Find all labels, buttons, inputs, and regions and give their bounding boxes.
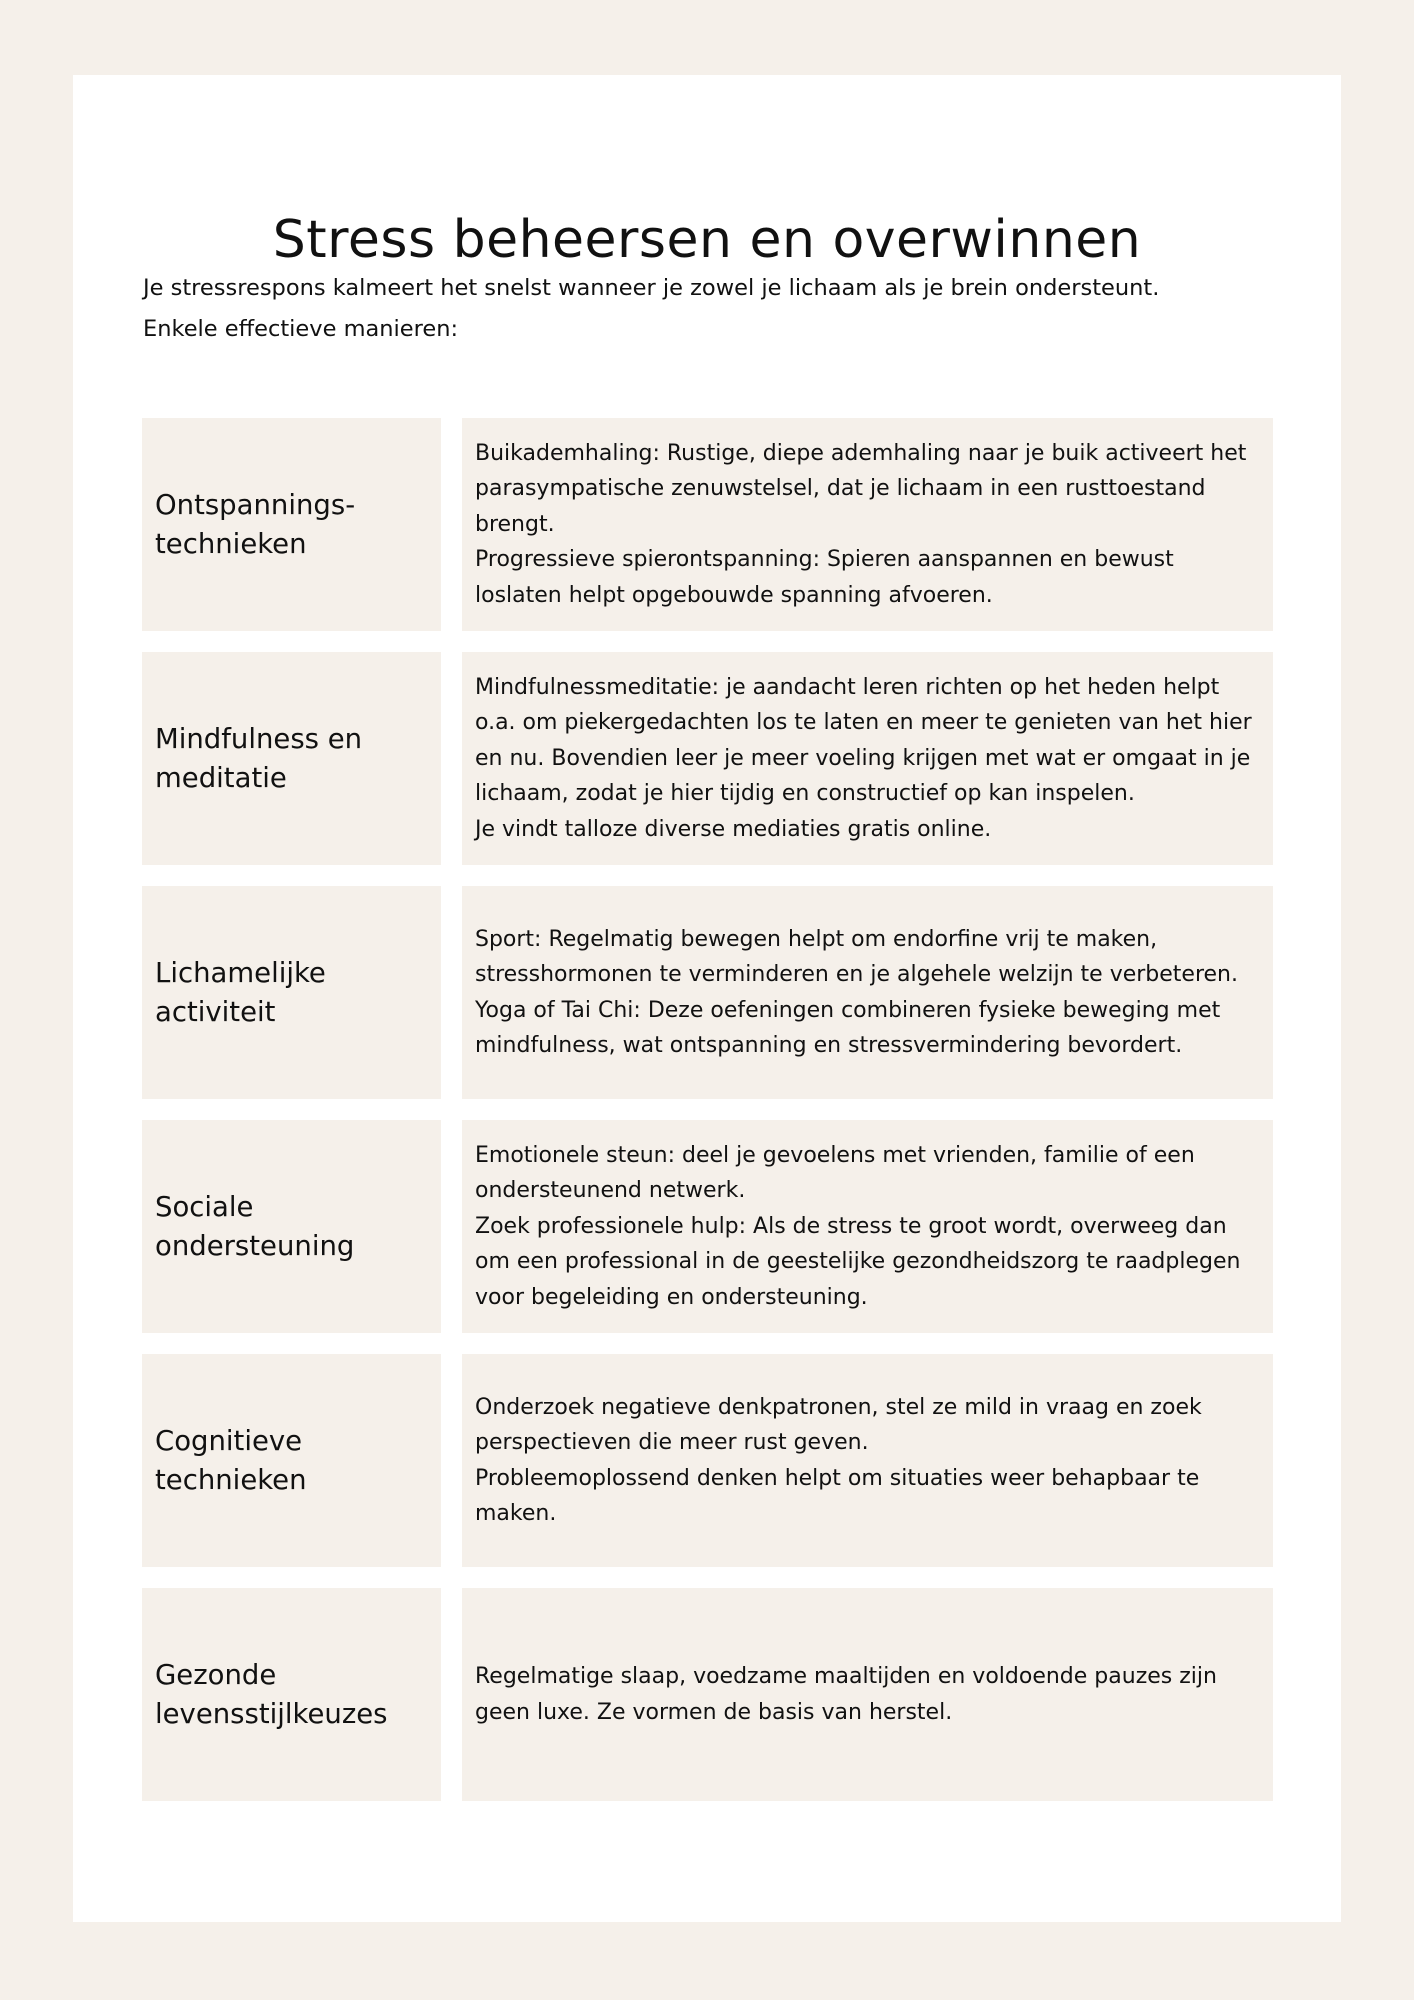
content-line: perspectieven die meer rust geven. bbox=[475, 1430, 869, 1455]
row-label-line: Ontspannings- bbox=[155, 488, 356, 521]
row-label-line: levensstijlkeuzes bbox=[155, 1697, 388, 1730]
table-row-social-support bbox=[142, 1120, 1273, 1333]
content-line: o.a. om piekergedachten los te laten en meer te genieten van het hier bbox=[475, 710, 1252, 736]
row-label bbox=[142, 652, 441, 865]
content-line: voor begeleiding en ondersteuning. bbox=[475, 1284, 868, 1310]
content-line: mindfulness, wat ontspanning en stressvermindering bevordert. bbox=[475, 1033, 1183, 1058]
row-label bbox=[142, 1354, 441, 1567]
content-line: brengt. bbox=[475, 511, 555, 537]
row-content bbox=[462, 418, 1273, 631]
row-label-line: ondersteuning bbox=[155, 1229, 355, 1262]
content-line: parasympatische zenuwstelsel, dat je lichaam in een rusttoestand bbox=[475, 476, 1206, 502]
row-label-line: Gezonde bbox=[155, 1658, 277, 1691]
table-row-physical-activity bbox=[142, 886, 1273, 1099]
row-content bbox=[462, 886, 1273, 1099]
content-line: Regelmatige slaap, voedzame maaltijden en voldoende pauzes zijn bbox=[475, 1664, 1217, 1689]
row-label bbox=[142, 886, 441, 1099]
page-title: Stress beheersen en overwinnen bbox=[272, 210, 1142, 270]
content-line: Probleemoplossend denken helpt om situaties weer behapbaar te bbox=[475, 1465, 1200, 1491]
table-row-lifestyle bbox=[142, 1588, 1273, 1801]
intro-paragraph bbox=[143, 268, 1273, 350]
row-label-line: Sociale bbox=[155, 1190, 254, 1223]
row-label bbox=[142, 1588, 441, 1801]
row-content bbox=[462, 1588, 1273, 1801]
content-line: Zoek professionele hulp: Als de stress te groot wordt, overweeg dan bbox=[475, 1213, 1227, 1239]
intro-line: Je stressrespons kalmeert het snelst wanneer je zowel je lichaam als je brein ondersteunt. bbox=[143, 275, 1160, 301]
content-line: loslaten helpt opgebouwde spanning afvoeren. bbox=[475, 582, 993, 608]
content-line: maken. bbox=[475, 1501, 557, 1526]
content-line: Sport: Regelmatig bewegen helpt om endorfine vrij te maken, bbox=[475, 926, 1158, 952]
table-row-relaxation bbox=[142, 418, 1273, 631]
content-line: lichaam, zodat je hier tijdig en constructief op kan inspelen. bbox=[475, 781, 1135, 807]
content-line: Je vindt talloze diverse mediaties gratis online. bbox=[475, 816, 992, 842]
table-row-cognitive bbox=[142, 1354, 1273, 1567]
row-label-line: Mindfulness en bbox=[155, 722, 363, 755]
row-content bbox=[462, 1120, 1273, 1333]
table-row-mindfulness bbox=[142, 652, 1273, 865]
row-label-line: activiteit bbox=[155, 995, 276, 1028]
row-label-line: technieken bbox=[155, 527, 307, 560]
content-line: om een professional in de geestelijke gezondheidszorg te raadplegen bbox=[475, 1249, 1241, 1275]
content-line: Emotionele steun: deel je gevoelens met vrienden, familie of een bbox=[475, 1142, 1195, 1168]
row-label-line: Cognitieve bbox=[155, 1424, 303, 1457]
content-line: ondersteunend netwerk. bbox=[475, 1178, 746, 1204]
content-line: stresshormonen te verminderen en je algehele welzijn te verbeteren. bbox=[475, 962, 1238, 987]
content-line: Yoga of Tai Chi: Deze oefeningen combineren fysieke beweging met bbox=[475, 997, 1221, 1023]
content-line: Buikademhaling: Rustige, diepe ademhaling naar je buik activeert het bbox=[475, 440, 1247, 466]
row-label-line: Lichamelijke bbox=[155, 956, 326, 989]
intro-line: Enkele effectieve manieren: bbox=[143, 316, 459, 342]
content-line: Progressieve spierontspanning: Spieren aanspannen en bewust bbox=[475, 547, 1174, 573]
content-line: geen luxe. Ze vormen de basis van herstel. bbox=[475, 1699, 953, 1725]
content-line: Onderzoek negatieve denkpatronen, stel ze mild in vraag en zoek bbox=[475, 1394, 1202, 1420]
content-line: en nu. Bovendien leer je meer voeling krijgen met wat er omgaat in je bbox=[475, 745, 1251, 771]
row-content bbox=[462, 652, 1273, 865]
row-label-line: technieken bbox=[155, 1463, 307, 1496]
row-label-line: meditatie bbox=[155, 761, 287, 794]
row-content bbox=[462, 1354, 1273, 1567]
row-label bbox=[142, 1120, 441, 1333]
content-line: Mindfulnessmeditatie: je aandacht leren richten op het heden helpt bbox=[475, 674, 1220, 700]
row-label bbox=[142, 418, 441, 631]
strategy-table bbox=[142, 418, 1273, 1822]
